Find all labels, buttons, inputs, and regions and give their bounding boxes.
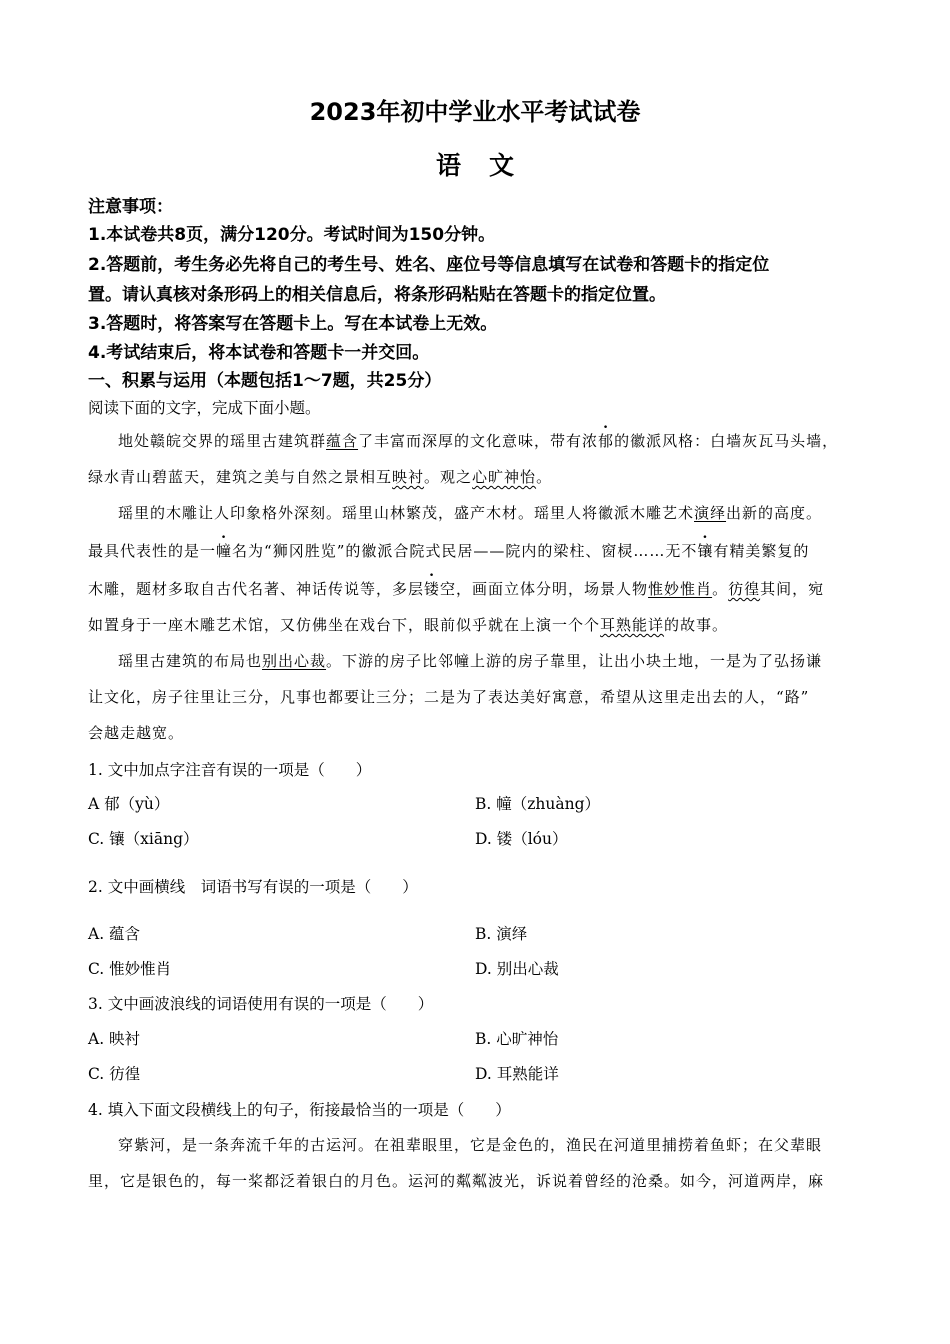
- passage-p1-line2: [88, 466, 552, 487]
- question-2-option-a: A. 蕴含: [88, 925, 141, 943]
- text-run: 其间，宛: [760, 580, 825, 598]
- question-4-stem: 4. 填入下面文段横线上的句子，衔接最恰当的一项是（ ）: [88, 1101, 511, 1119]
- question-1-option-a: A 郁（yù）: [88, 795, 170, 813]
- question-1-option-b: B. 幢（zhuàng）: [475, 795, 601, 813]
- question-2-option-d: D. 别出心裁: [475, 960, 559, 978]
- passage2-line1: 穿紫河，是一条奔流千年的古运河。在祖辈眼里，它是金色的，渔民在河道里捕捞着鱼虾；在父辈眼: [118, 1136, 823, 1154]
- dotted-char-lou: 镂: [424, 580, 441, 598]
- text-run: 。: [536, 468, 553, 486]
- reading-instruction: 阅读下面的文字，完成下面小题。: [88, 399, 321, 417]
- passage-p1-line1: [118, 430, 838, 451]
- wavy-word-ershunengxiang: 耳熟能详: [600, 616, 665, 634]
- dotted-char-zhuang: 幢: [216, 542, 233, 560]
- text-run: 木雕，题材多取自古代名著、神话传说等，多层: [88, 580, 425, 598]
- wavy-word-yingchen: 映衬: [392, 468, 425, 486]
- question-2-option-b: B. 演绎: [475, 925, 528, 943]
- underlined-word-weimiaoweixiao: 惟妙惟肖: [648, 580, 713, 598]
- underlined-word-yunhan: 蕴含: [326, 432, 359, 450]
- text-run: 。: [712, 580, 729, 598]
- question-3-option-b: B. 心旷神怡: [475, 1030, 559, 1048]
- notice-item-3: 3.答题时，将答案写在答题卡上。写在本试卷上无效。: [88, 314, 498, 334]
- passage-p2-line1: [118, 502, 822, 523]
- text-run: 地处赣皖交界的瑶里古建筑群: [118, 432, 327, 450]
- question-3-option-d: D. 耳熟能详: [475, 1065, 559, 1083]
- text-run: 有精美繁复的: [713, 542, 810, 560]
- section-heading: 一、积累与运用（本题包括1～7题，共25分）: [88, 371, 442, 391]
- underlined-word-biechuxincai: 别出心裁: [262, 652, 327, 670]
- notice-item-2-cont: 置。请认真核对条形码上的相关信息后，将条形码粘贴在答题卡的指定位置。: [88, 285, 666, 305]
- text-run: 如置身于一座木雕艺术馆，又仿佛坐在戏台下，眼前似乎就在上演一个个: [88, 616, 601, 634]
- question-3-stem: 3. 文中画波浪线的词语使用有误的一项是（ ）: [88, 995, 434, 1013]
- wavy-word-panghuang: 彷徨: [728, 580, 761, 598]
- notice-item-2: 2.答题前，考生务必先将自己的考生号、姓名、座位号等信息填写在试卷和答题卡的指定位: [88, 255, 770, 275]
- passage-p2-line4: [88, 614, 728, 635]
- passage2-line2: 里，它是银色的，每一桨都泛着银白的月色。运河的粼粼波光，诉说着曾经的沧桑。如今，河道两岸，麻: [88, 1172, 825, 1190]
- notice-item-1: 1.本试卷共8页，满分120分。考试时间为150分钟。: [88, 225, 496, 245]
- question-2-option-c: C. 惟妙惟肖: [88, 960, 172, 978]
- dotted-char-yu: 郁: [598, 432, 615, 450]
- question-1-option-d: D. 镂（lóu）: [475, 830, 568, 848]
- dotted-char-xiang: 镶: [697, 542, 714, 560]
- passage-p3-line1: [118, 650, 822, 671]
- text-run: 了丰富而深厚的文化意味，带有浓: [358, 432, 599, 450]
- subject-title: 语文: [435, 151, 542, 180]
- text-run: 的徽派风格：白墙灰瓦马头墙，: [614, 432, 839, 450]
- text-run: 瑶里古建筑的布局也: [118, 652, 263, 670]
- text-run: 名为“狮冈胜览”的徽派合院式民居——院内的梁柱、窗棂……无不: [232, 542, 698, 560]
- notice-item-4: 4.考试结束后，将本试卷和答题卡一并交回。: [88, 343, 430, 363]
- passage-p2-line2: [88, 540, 809, 561]
- exam-title: 2023年初中学业水平考试试卷: [309, 98, 641, 126]
- text-run: 绿水青山碧蓝天，建筑之美与自然之景相互: [88, 468, 393, 486]
- passage-p3-line3: 会越走越宽。: [88, 724, 185, 742]
- text-run: 最具代表性的是一: [88, 542, 217, 560]
- question-1-stem: 1. 文中加点字注音有误的一项是（ ）: [88, 761, 372, 779]
- passage-p2-line3: [88, 578, 824, 599]
- question-3-option-c: C. 彷徨: [88, 1065, 141, 1083]
- text-run: 。观之: [424, 468, 473, 486]
- underlined-word-yanyi: 演绎: [694, 504, 727, 522]
- text-run: 。下游的房子比邻幢上游的房子靠里，让出小块土地，一是为了弘扬谦: [326, 652, 823, 670]
- text-run: 出新的高度。: [726, 504, 823, 522]
- question-2-stem: 2. 文中画横线 词语书写有误的一项是（ ）: [88, 878, 418, 896]
- wavy-word-xinkuangshenyi: 心旷神怡: [472, 468, 537, 486]
- notice-heading: 注意事项：: [88, 197, 173, 217]
- text-run: 空，画面立体分明，场景人物: [440, 580, 649, 598]
- text-run: 瑶里的木雕让人印象格外深刻。瑶里山林繁茂，盛产木材。瑶里人将徽派木雕艺术: [118, 504, 695, 522]
- question-1-option-c: C. 镶（xiāng）: [88, 830, 199, 848]
- passage-p3-line2: 让文化，房子往里让三分，凡事也都要让三分；二是为了表达美好寓意，希望从这里走出去的人，“路”: [88, 688, 810, 706]
- question-3-option-a: A. 映衬: [88, 1030, 141, 1048]
- text-run: 的故事。: [664, 616, 729, 634]
